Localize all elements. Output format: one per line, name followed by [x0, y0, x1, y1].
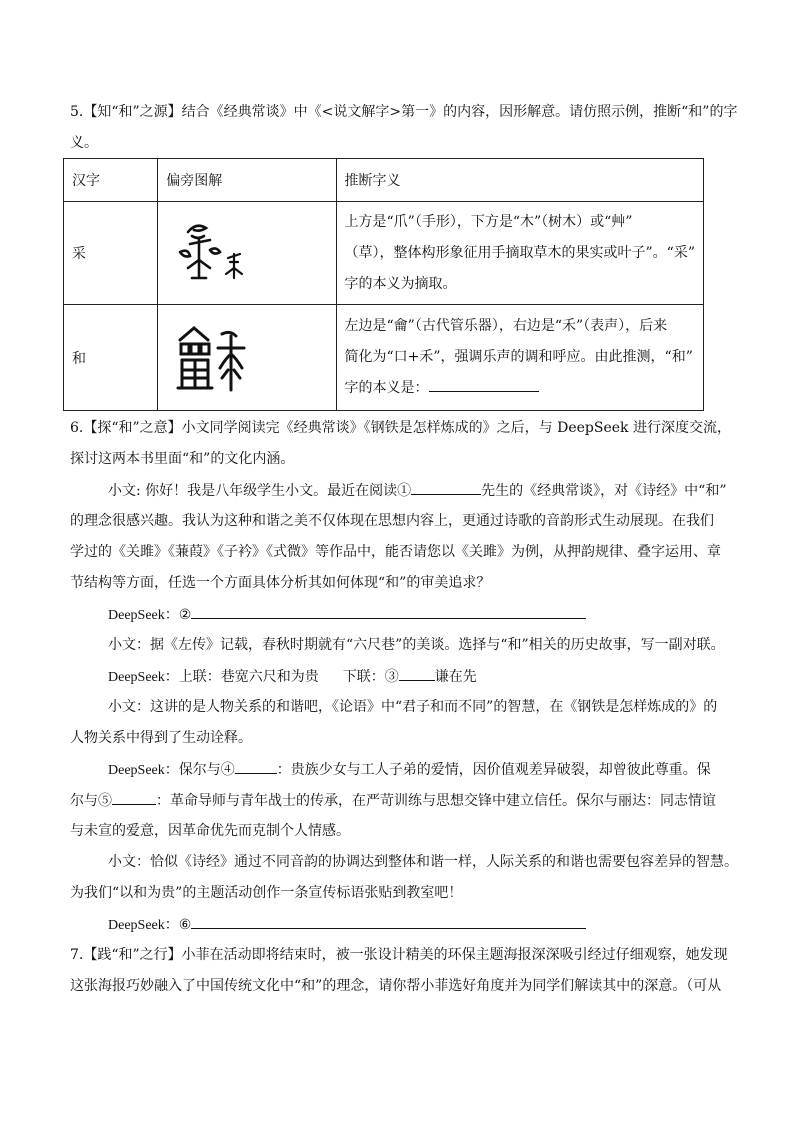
row-meaning-he [336, 305, 703, 411]
couplet-upper: 上联：巷宽六尺和为贵 [178, 669, 319, 685]
dialogue-deepseek-3-line-2 [70, 790, 734, 811]
q7-prompt-line-1: 7.【践“和”之行】小菲在活动即将结束时，被一张设计精美的环保主题海报深深吸引经过仔细观察，她发现 [70, 947, 728, 963]
meaning-he-line-2: 简化为“口+禾”，强调乐声的调和呼应。由此推测，“和” [344, 349, 693, 365]
couplet-lower-end: 谦在先 [434, 669, 477, 685]
dialogue-xiaowen-1-line-4: 节结构等方面，任选一个方面具体分析其如何体现“和”的审美追求？ [70, 575, 491, 591]
meaning-cai-line-3: 字的本义为摘取。 [344, 275, 457, 292]
dialogue-xiaowen-4-line-2: 为我们“以和为贵”的主题活动创作一条宣传标语张贴到教室吧！ [70, 885, 463, 901]
header-radical-diagram: 偏旁图解 [158, 159, 336, 202]
row-meaning-cai [336, 202, 703, 305]
ds3-text-d: ：革命导师与青年战士的传承，在严苛训练与思想交锋中建立信任。保尔与丽达：同志情谊 [156, 793, 716, 809]
meaning-he-line-1: 左边是“龠”（古代管乐器），右边是“禾”（表声），后来 [344, 318, 668, 334]
dialogue-xiaowen-4-line-1: 小文：恰似《诗经》通过不同音韵的协调达到整体和谐一样，人际关系的和谐也需要包容差异的智慧。 [108, 854, 738, 870]
header-hanzi: 汉字 [64, 159, 158, 202]
dialogue-xiaowen-3-line-1: 小文：这讲的是人物关系的和谐吧，《论语》中“君子和而不同”的智慧，在《钢铁是怎样炼成的》的 [108, 699, 718, 715]
header-inferred-meaning: 推断字义 [336, 159, 703, 202]
couplet-lower-label: 下联： [342, 669, 385, 685]
meaning-cai-line-1: 上方是“爪”（手形），下方是“木”（树木）或“艸” [344, 213, 633, 230]
answer-blank-6[interactable] [191, 914, 586, 929]
meaning-cai-line-2: （草），整体构形象征用手摘取草木的果实或叶子”。“采” [344, 244, 695, 261]
deepseek-label: DeepSeek： [108, 918, 179, 933]
blank-marker-2: ② [178, 607, 192, 623]
dialogue-xiaowen-1-line-1 [108, 480, 734, 501]
table-header-row [64, 159, 704, 202]
meaning-he-line-3 [345, 373, 695, 404]
deepseek-label: DeepSeek： [108, 670, 179, 685]
xiaowen-1-text-a: 小文: 你好！我是八年级学生小文。最近在阅读 [108, 483, 398, 499]
answer-blank-4[interactable] [235, 759, 277, 774]
ds3-text-b: ：贵族少女与工人子弟的爱情，因价值观差异破裂，却曾彼此尊重。保 [276, 762, 711, 778]
dialogue-deepseek-3-line-3: 与未宣的爱意，因革命优先而克制个人情感。 [70, 823, 350, 839]
he-glyph-icon [166, 318, 256, 398]
answer-blank-1[interactable] [411, 480, 481, 495]
dialogue-deepseek-3-line-1 [108, 759, 734, 781]
cai-glyph-icon [166, 218, 256, 288]
dialogue-xiaowen-1-line-3: 学过的《关雎》《蒹葭》《子衿》《式微》等作品中，能否请您以《关雎》为例，从押韵规律、叠字运用、章 [70, 544, 721, 560]
dialogue-deepseek-1 [108, 604, 734, 626]
dialogue-xiaowen-1-line-2: 的理念很感兴趣。我认为这种和谐之美不仅体现在思想内容上，更通过诗歌的音韵形式生动展现。在我们 [70, 513, 714, 529]
character-analysis-table [63, 158, 704, 411]
table-row [64, 202, 704, 305]
blank-marker-5: ⑤ [98, 793, 112, 809]
q7-prompt-line-2: 这张海报巧妙融入了中国传统文化中“和”的理念，请你帮小菲选好角度并为同学们解读其中的深意。（可从 [70, 978, 722, 994]
blank-marker-1: ① [397, 483, 412, 499]
dialogue-xiaowen-2: 小文：据《左传》记载，春秋时期就有“六尺巷”的美谈。选择与“和”相关的历史故事，写一副对联。 [108, 637, 725, 653]
table-row [64, 305, 704, 411]
seal-script-cai-image [158, 202, 336, 305]
blank-marker-4: ④ [220, 762, 235, 778]
q6-prompt-line-2: 探讨这两本书里面“和”的文化内涵。 [70, 451, 295, 467]
blank-marker-3: ③ [384, 669, 399, 685]
seal-script-he-image [158, 305, 336, 411]
q5-prompt-line-2: 义。 [70, 135, 98, 151]
answer-blank-2[interactable] [191, 604, 586, 619]
meaning-he-line-3-text: 字的本义是： [344, 380, 429, 396]
ds3-text-a: 保尔与 [178, 762, 221, 778]
q5-prompt-line-1: 5.【知“和”之源】结合《经典常谈》中《<说文解字>第一》的内容，因形解意。请仿照示例，推断“和”的字 [70, 104, 738, 120]
blank-marker-6: ⑥ [178, 917, 192, 933]
dialogue-xiaowen-3-line-2: 人物关系中得到了生动诠释。 [70, 730, 252, 746]
xiaowen-1-text-b: 先生的《经典常谈》，对《诗经》中“和” [481, 483, 727, 499]
answer-blank-5[interactable] [112, 790, 156, 805]
he-meaning-answer-blank[interactable] [429, 377, 539, 392]
dialogue-deepseek-4 [108, 914, 734, 936]
deepseek-label: DeepSeek： [108, 763, 179, 778]
answer-blank-3[interactable] [399, 666, 435, 681]
deepseek-label: DeepSeek： [108, 608, 179, 623]
row-char-he: 和 [64, 305, 158, 411]
q6-prompt-line-1: 6.【探“和”之意】小文同学阅读完《经典常谈》《钢铁是怎样炼成的》之后，与 DeepSeek 进行深度交流， [70, 420, 731, 436]
dialogue-deepseek-2 [108, 666, 734, 688]
row-char-cai: 采 [64, 202, 158, 305]
ds3-text-c: 尔与 [70, 793, 98, 809]
